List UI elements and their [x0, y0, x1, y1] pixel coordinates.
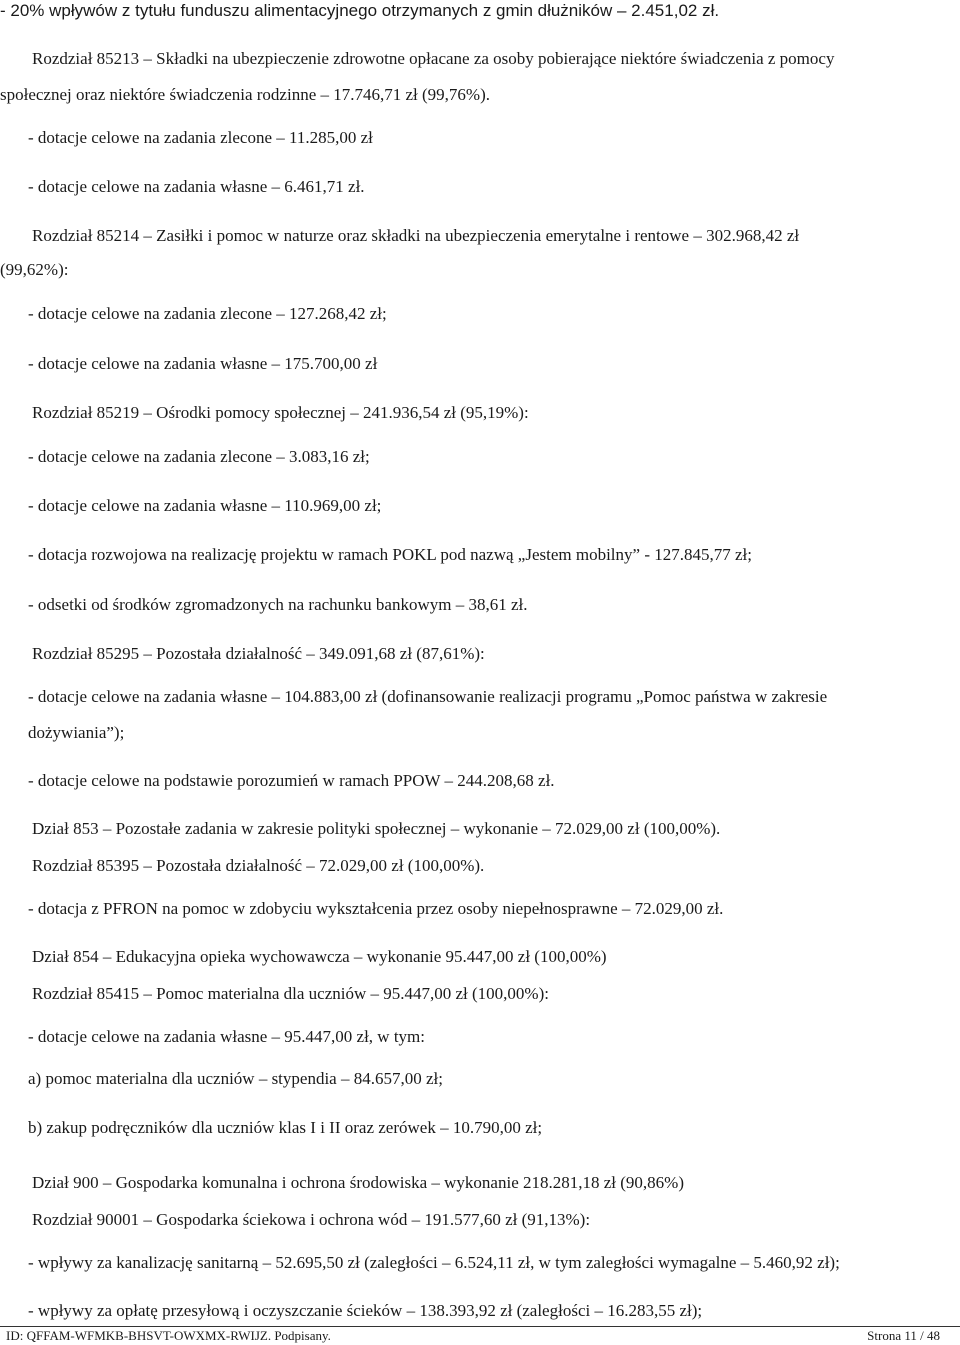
section-heading: Rozdział 85415 – Pomoc materialna dla uczniów – 95.447,00 zł (100,00%):	[32, 984, 549, 1003]
list-item: - dotacje celowe na zadania zlecone – 127.268,42 zł;	[28, 304, 387, 323]
list-item: - dotacje celowe na zadania własne – 6.461,71 zł.	[28, 177, 365, 196]
text-line: - 20% wpływów z tytułu funduszu alimentacyjnego otrzymanych z gmin dłużników – 2.451,02 zł.	[0, 1, 720, 20]
section-heading: Dział 853 – Pozostałe zadania w zakresie polityki społecznej – wykonanie – 72.029,00 zł (100,00%).	[32, 819, 721, 838]
list-item: - dotacje celowe na podstawie porozumień w ramach PPOW – 244.208,68 zł.	[28, 771, 555, 790]
list-item: - wpływy za kanalizację sanitarną – 52.695,50 zł (zaległości – 6.524,11 zł, w tym zaległości wymagalne – 5.460,92 zł);	[28, 1253, 840, 1272]
footer-divider	[0, 1326, 960, 1327]
section-heading: Rozdział 85395 – Pozostała działalność – 72.029,00 zł (100,00%).	[32, 856, 485, 875]
list-item: - dotacje celowe na zadania własne – 104.883,00 zł (dofinansowanie realizacji programu „Pomoc państwa w zakresie	[28, 687, 828, 706]
footer-document-id: ID: QFFAM-WFMKB-BHSVT-OWXMX-RWIJZ. Podpisany.	[6, 1328, 331, 1343]
text-line: społecznej oraz niektóre świadczenia rodzinne – 17.746,71 zł (99,76%).	[0, 85, 490, 104]
list-item: - wpływy za opłatę przesyłową i oczyszczanie ścieków – 138.393,92 zł (zaległości – 16.283,55 zł);	[28, 1301, 703, 1320]
list-item: - dotacje celowe na zadania własne – 110.969,00 zł;	[28, 496, 382, 515]
text-line: (99,62%):	[0, 260, 69, 279]
list-item: - dotacja z PFRON na pomoc w zdobyciu wykształcenia przez osoby niepełnosprawne – 72.029,00 zł.	[28, 899, 724, 918]
list-item: - dotacja rozwojowa na realizację projektu w ramach POKL pod nazwą „Jestem mobilny” - 127.845,77 zł;	[28, 545, 752, 564]
footer-page-number: Strona 11 / 48	[867, 1328, 940, 1343]
list-item: b) zakup podręczników dla uczniów klas I i II oraz zerówek – 10.790,00 zł;	[28, 1118, 543, 1137]
list-item: - dotacje celowe na zadania własne – 175.700,00 zł	[28, 354, 378, 373]
list-item: - dotacje celowe na zadania zlecone – 3.083,16 zł;	[28, 447, 370, 466]
section-heading: Dział 854 – Edukacyjna opieka wychowawcza – wykonanie 95.447,00 zł (100,00%)	[32, 947, 607, 966]
list-item: - dotacje celowe na zadania własne – 95.447,00 zł, w tym:	[28, 1027, 426, 1046]
section-heading: Rozdział 90001 – Gospodarka ściekowa i ochrona wód – 191.577,60 zł (91,13%):	[32, 1210, 591, 1229]
text-line: dożywiania”);	[28, 723, 125, 742]
list-item: a) pomoc materialna dla uczniów – stypendia – 84.657,00 zł;	[28, 1069, 443, 1088]
section-heading: Dział 900 – Gospodarka komunalna i ochrona środowiska – wykonanie 218.281,18 zł (90,86%)	[32, 1173, 685, 1192]
section-heading: Rozdział 85213 – Składki na ubezpieczenie zdrowotne opłacane za osoby pobierające niektóre świadczenia z pomocy	[32, 49, 835, 68]
section-heading: Rozdział 85219 – Ośrodki pomocy społecznej – 241.936,54 zł (95,19%):	[32, 403, 529, 422]
list-item: - dotacje celowe na zadania zlecone – 11.285,00 zł	[28, 128, 373, 147]
section-heading: Rozdział 85214 – Zasiłki i pomoc w naturze oraz składki na ubezpieczenia emerytalne i rentowe – 302.968,42 zł	[32, 226, 800, 245]
section-heading: Rozdział 85295 – Pozostała działalność – 349.091,68 zł (87,61%):	[32, 644, 485, 663]
list-item: - odsetki od środków zgromadzonych na rachunku bankowym – 38,61 zł.	[28, 595, 528, 614]
